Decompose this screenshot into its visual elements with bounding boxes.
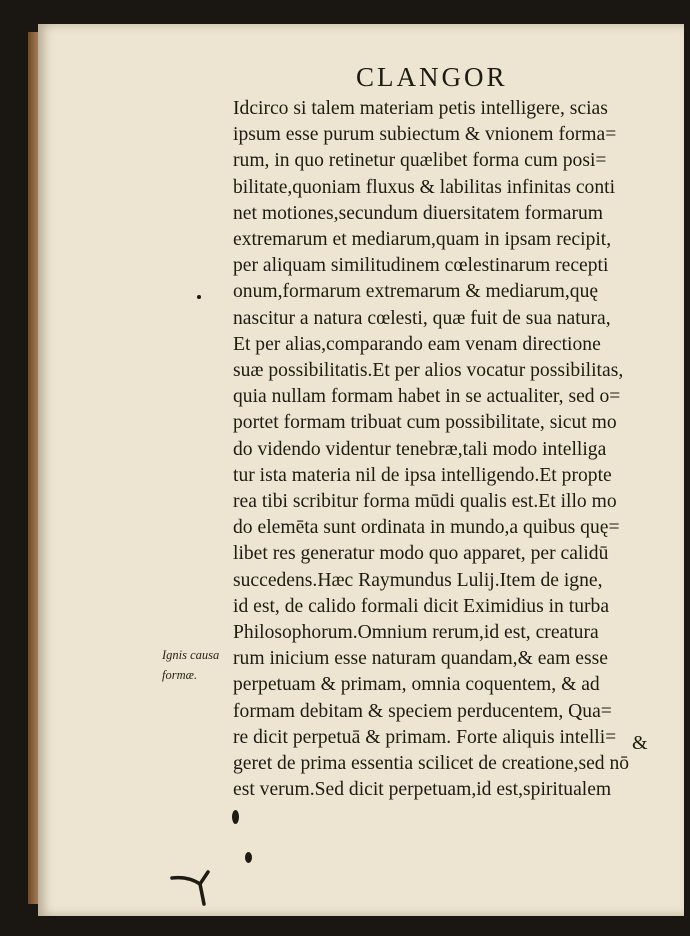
body-line: rum inicium esse naturam quandam,& eam esse	[233, 648, 608, 670]
body-line: geret de prima essentia scilicet de creatione,sed nō	[233, 753, 630, 775]
body-text	[233, 96, 653, 803]
marginal-note-line: formæ.	[162, 668, 198, 682]
body-line: perpetuam & primam, omnia coquentem, & ad	[233, 674, 600, 696]
body-line: rea tibi scribitur forma mūdi qualis est.Et illo mo	[233, 491, 617, 513]
body-line: bilitate,quoniam fluxus & labilitas infinitas conti	[233, 176, 616, 198]
body-line: est verum.Sed dicit perpetuam,id est,spiritualem	[233, 779, 612, 801]
ink-scribble	[168, 866, 228, 910]
body-line: id est, de calido formali dicit Eximidius in turba	[233, 595, 610, 617]
body-line: ipsum esse purum subiectum & vnionem forma=	[233, 124, 617, 146]
marginal-note-line: Ignis causa	[162, 648, 220, 662]
body-line: suæ possibilitatis.Et per alios vocatur possibilitas,	[233, 360, 624, 382]
ink-blot	[232, 810, 239, 824]
ink-blot	[245, 852, 252, 863]
body-line: Philosophorum.Omnium rerum,id est, creatura	[233, 622, 599, 644]
body-line: nascitur a natura cœlesti, quæ fuit de sua natura,	[233, 307, 611, 329]
body-line: Et per alias,comparando eam venam directione	[233, 333, 601, 355]
body-line: succedens.Hæc Raymundus Lulij.Item de igne,	[233, 569, 603, 591]
running-head: CLANGOR	[356, 62, 508, 92]
body-line: quia nullam formam habet in se actualiter, sed o=	[233, 386, 621, 408]
body-line: per aliquam similitudinem cœlestinarum recepti	[233, 255, 609, 277]
catchword: &	[632, 732, 648, 754]
marginal-note	[162, 645, 219, 685]
body-line: do elemēta sunt ordinata in mundo,a quibus quę=	[233, 517, 620, 539]
body-line: onum,formarum extremarum & mediarum,quę	[233, 281, 599, 303]
body-line: net motiones,secundum diuersitatem formarum	[233, 202, 604, 224]
body-line: extremarum et mediarum,quam in ipsam recipit,	[233, 229, 612, 251]
body-line: libet res generatur modo quo apparet, per calidū	[233, 543, 609, 565]
body-line: formam debitam & speciem perducentem, Qua=	[233, 700, 612, 722]
body-line: tur ista materia nil de ipsa intelligendo.Et propte	[233, 464, 612, 486]
body-line: re dicit perpetuā & primam. Forte aliquis intelli=	[233, 726, 617, 748]
body-line: rum, in quo retinetur quælibet forma cum posi=	[233, 150, 607, 172]
body-line: do videndo videntur tenebræ,tali modo intelliga	[233, 438, 607, 460]
body-line: portet formam tribuat cum possibilitate, sicut mo	[233, 412, 617, 434]
ink-blot	[197, 295, 201, 299]
body-line: Idcirco si talem materiam petis intelligere, scias	[233, 98, 608, 119]
